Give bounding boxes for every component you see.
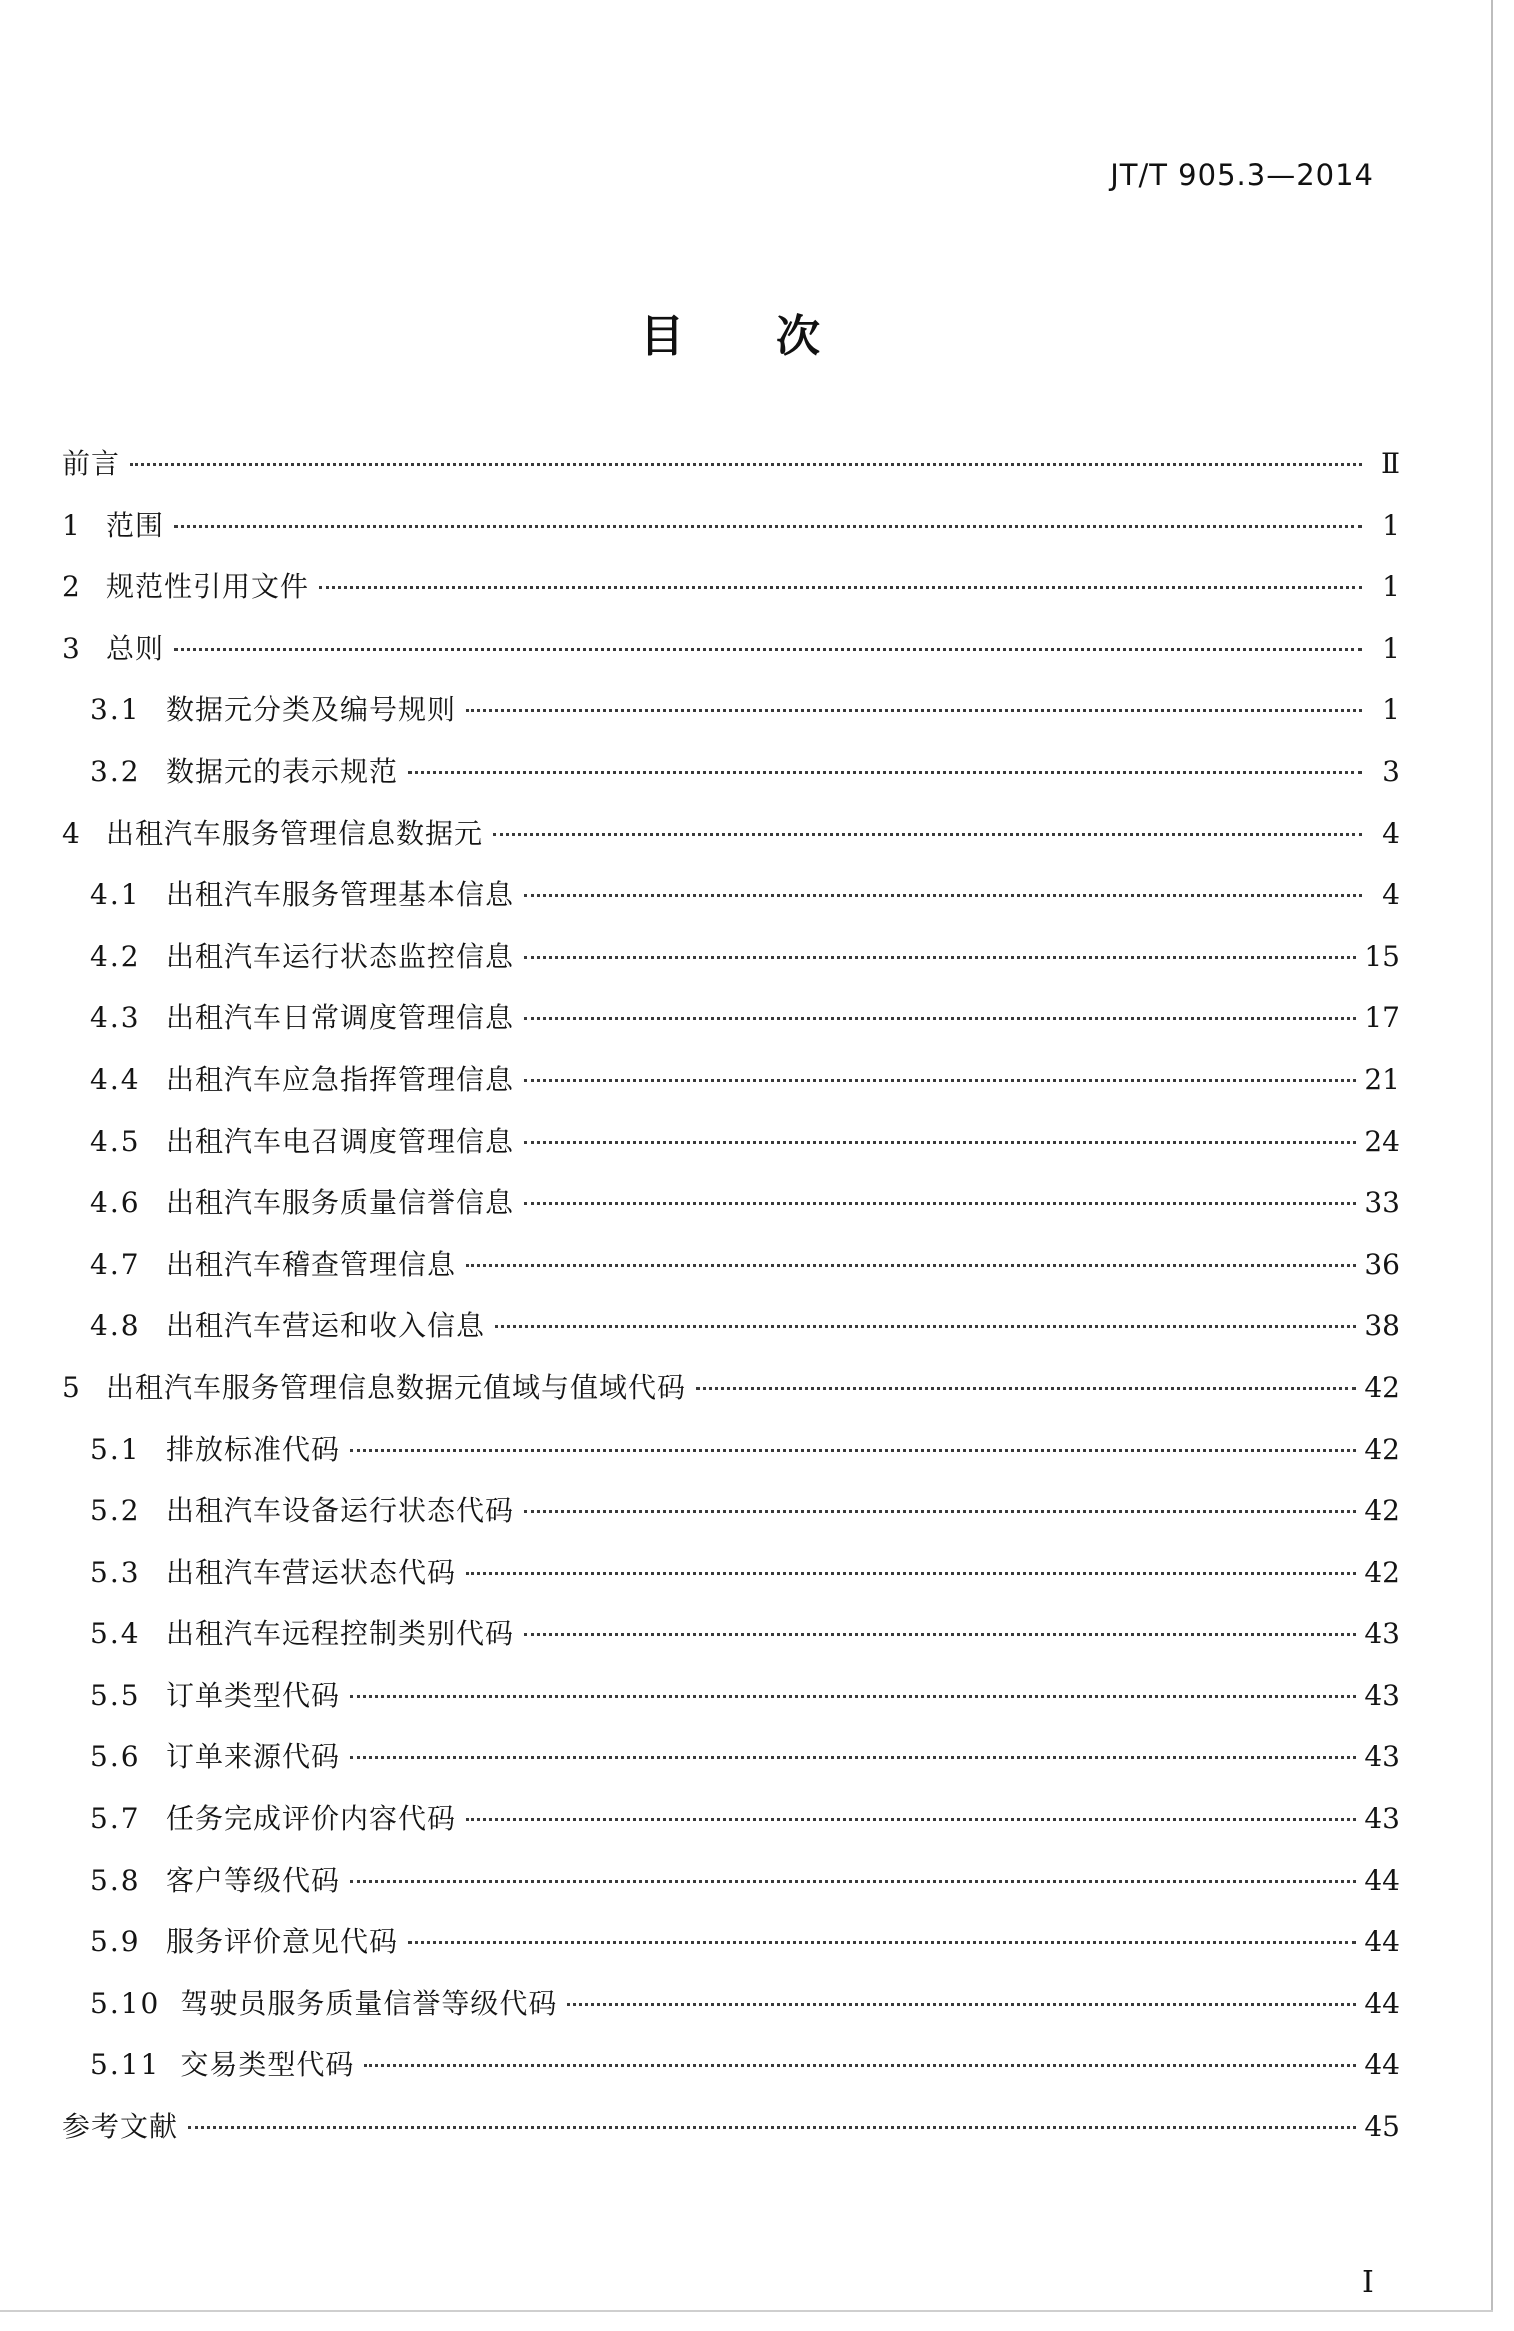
toc-entry-text: 出租汽车设备运行状态代码 bbox=[166, 1494, 515, 1528]
toc-entry-number: 5.5 bbox=[90, 1678, 141, 1712]
toc-entry-number: 5.1 bbox=[90, 1432, 141, 1466]
dot-leader bbox=[524, 1141, 1356, 1144]
toc-entry-page: 38 bbox=[1364, 1309, 1400, 1343]
toc-entry-text: 出租汽车服务管理信息数据元 bbox=[106, 816, 484, 850]
toc-entry-page: 43 bbox=[1364, 1802, 1400, 1836]
toc-entry-number: 4 bbox=[62, 816, 82, 850]
dot-leader bbox=[567, 2003, 1356, 2006]
toc-entry-number: 4.1 bbox=[90, 878, 141, 912]
toc-entry-page: 42 bbox=[1364, 1555, 1400, 1589]
table-of-contents bbox=[62, 442, 1400, 2167]
toc-entry-page: 1 bbox=[1382, 508, 1400, 542]
toc-entry-text: 参考文献 bbox=[62, 2110, 179, 2144]
toc-entry-number: 5.9 bbox=[90, 1925, 141, 1959]
toc-entry-5-1[interactable] bbox=[62, 1428, 1400, 1490]
dot-leader bbox=[188, 2126, 1356, 2129]
dot-leader bbox=[696, 1387, 1356, 1390]
dot-leader bbox=[524, 894, 1362, 897]
dot-leader bbox=[466, 1264, 1356, 1267]
toc-entry-number: 5 bbox=[62, 1370, 82, 1404]
page-bottom-edge bbox=[0, 2310, 1493, 2312]
toc-entry-5-8[interactable] bbox=[62, 1859, 1400, 1921]
toc-entry-page: 1 bbox=[1382, 631, 1400, 665]
dot-leader bbox=[364, 2064, 1356, 2067]
toc-entry-number: 4.8 bbox=[90, 1309, 141, 1343]
toc-entry-text: 范围 bbox=[106, 508, 165, 542]
toc-entry-5-11[interactable] bbox=[62, 2043, 1400, 2105]
dot-leader bbox=[524, 1510, 1356, 1513]
toc-entry-5-5[interactable] bbox=[62, 1674, 1400, 1736]
toc-entry-number: 5.6 bbox=[90, 1740, 141, 1774]
toc-entry-number: 5.2 bbox=[90, 1494, 141, 1528]
toc-entry-4-6[interactable] bbox=[62, 1181, 1400, 1243]
toc-entry-page: 45 bbox=[1364, 2110, 1400, 2144]
toc-entry-3[interactable] bbox=[62, 627, 1400, 689]
toc-entry-page: 42 bbox=[1364, 1370, 1400, 1404]
page-number: Ⅰ bbox=[1362, 2265, 1374, 2300]
standard-code: JT/T 905.3—2014 bbox=[1110, 158, 1374, 192]
toc-entry-number: 5.3 bbox=[90, 1555, 141, 1589]
toc-entry-text: 出租汽车运行状态监控信息 bbox=[166, 939, 515, 973]
dot-leader bbox=[130, 463, 1362, 466]
dot-leader bbox=[319, 586, 1362, 589]
toc-entry-number: 5.7 bbox=[90, 1802, 141, 1836]
toc-entry-4-8[interactable] bbox=[62, 1304, 1400, 1366]
dot-leader bbox=[350, 1449, 1356, 1452]
toc-entry-number: 3.2 bbox=[90, 754, 141, 788]
toc-entry-text: 出租汽车远程控制类别代码 bbox=[166, 1617, 515, 1651]
dot-leader bbox=[524, 1633, 1356, 1636]
toc-entry-5[interactable] bbox=[62, 1366, 1400, 1428]
toc-entry-5-3[interactable] bbox=[62, 1551, 1400, 1613]
toc-entry-number: 5.11 bbox=[90, 2048, 161, 2082]
toc-entry-number: 1 bbox=[62, 508, 82, 542]
toc-entry-text: 出租汽车电召调度管理信息 bbox=[166, 1124, 515, 1158]
toc-entry-text: 出租汽车应急指挥管理信息 bbox=[166, 1062, 515, 1096]
toc-entry-number: 5.4 bbox=[90, 1617, 141, 1651]
toc-entry-number: 3.1 bbox=[90, 693, 141, 727]
toc-title bbox=[640, 300, 820, 364]
toc-entry-bibliography[interactable] bbox=[62, 2105, 1400, 2167]
toc-entry-page: Ⅱ bbox=[1380, 447, 1400, 480]
dot-leader bbox=[524, 1202, 1356, 1205]
toc-entry-4-7[interactable] bbox=[62, 1243, 1400, 1305]
toc-entry-text: 数据元分类及编号规则 bbox=[166, 693, 457, 727]
toc-entry-page: 21 bbox=[1364, 1062, 1400, 1096]
toc-entry-page: 42 bbox=[1364, 1494, 1400, 1528]
toc-entry-text: 订单来源代码 bbox=[166, 1740, 341, 1774]
toc-entry-4[interactable] bbox=[62, 812, 1400, 874]
toc-entry-number: 4.2 bbox=[90, 939, 141, 973]
dot-leader bbox=[466, 1572, 1356, 1575]
toc-entry-4-4[interactable] bbox=[62, 1058, 1400, 1120]
toc-entry-number: 4.7 bbox=[90, 1247, 141, 1281]
dot-leader bbox=[350, 1695, 1356, 1698]
toc-entry-foreword[interactable] bbox=[62, 442, 1400, 504]
toc-entry-number: 4.6 bbox=[90, 1186, 141, 1220]
dot-leader bbox=[174, 525, 1362, 528]
toc-entry-text: 客户等级代码 bbox=[166, 1863, 341, 1897]
toc-entry-4-1[interactable] bbox=[62, 873, 1400, 935]
toc-entry-number: 4.4 bbox=[90, 1062, 141, 1096]
toc-entry-text: 出租汽车服务管理信息数据元值域与值域代码 bbox=[106, 1370, 687, 1404]
toc-entry-5-2[interactable] bbox=[62, 1489, 1400, 1551]
toc-entry-4-5[interactable] bbox=[62, 1120, 1400, 1182]
toc-entry-text: 订单类型代码 bbox=[166, 1678, 341, 1712]
toc-entry-4-2[interactable] bbox=[62, 935, 1400, 997]
toc-entry-text: 规范性引用文件 bbox=[106, 570, 310, 604]
dot-leader bbox=[408, 1941, 1356, 1944]
toc-entry-page: 15 bbox=[1364, 939, 1400, 973]
toc-entry-5-10[interactable] bbox=[62, 1982, 1400, 2044]
toc-entry-5-7[interactable] bbox=[62, 1797, 1400, 1859]
toc-entry-text: 驾驶员服务质量信誉等级代码 bbox=[180, 1986, 558, 2020]
toc-entry-number: 4.5 bbox=[90, 1124, 141, 1158]
toc-entry-number: 4.3 bbox=[90, 1001, 141, 1035]
toc-entry-page: 4 bbox=[1382, 816, 1400, 850]
toc-entry-number: 5.10 bbox=[90, 1986, 161, 2020]
toc-entry-page: 44 bbox=[1364, 2048, 1400, 2082]
toc-entry-2[interactable] bbox=[62, 565, 1400, 627]
toc-entry-text: 前言 bbox=[62, 447, 121, 480]
toc-entry-5-4[interactable] bbox=[62, 1612, 1400, 1674]
toc-entry-3-1[interactable] bbox=[62, 688, 1400, 750]
dot-leader bbox=[493, 833, 1362, 836]
toc-entry-page: 44 bbox=[1364, 1863, 1400, 1897]
toc-entry-page: 36 bbox=[1364, 1247, 1400, 1281]
toc-entry-5-9[interactable] bbox=[62, 1920, 1400, 1982]
dot-leader bbox=[524, 1017, 1356, 1020]
toc-entry-text: 出租汽车日常调度管理信息 bbox=[166, 1001, 515, 1035]
toc-entry-page: 43 bbox=[1364, 1740, 1400, 1774]
toc-title-char-2: 次 bbox=[776, 311, 820, 362]
toc-entry-page: 24 bbox=[1364, 1124, 1400, 1158]
toc-entry-text: 交易类型代码 bbox=[180, 2048, 355, 2082]
toc-entry-text: 总则 bbox=[106, 631, 165, 665]
toc-entry-4-3[interactable] bbox=[62, 996, 1400, 1058]
dot-leader bbox=[495, 1325, 1356, 1328]
toc-entry-3-2[interactable] bbox=[62, 750, 1400, 812]
dot-leader bbox=[524, 956, 1356, 959]
dot-leader bbox=[350, 1880, 1356, 1883]
toc-entry-text: 服务评价意见代码 bbox=[166, 1925, 399, 1959]
toc-entry-5-6[interactable] bbox=[62, 1735, 1400, 1797]
toc-entry-text: 出租汽车营运状态代码 bbox=[166, 1555, 457, 1589]
toc-entry-text: 出租汽车服务质量信誉信息 bbox=[166, 1186, 515, 1220]
toc-entry-page: 44 bbox=[1364, 1986, 1400, 2020]
dot-leader bbox=[174, 648, 1362, 651]
dot-leader bbox=[408, 771, 1362, 774]
dot-leader bbox=[466, 709, 1362, 712]
toc-entry-text: 任务完成评价内容代码 bbox=[166, 1802, 457, 1836]
dot-leader bbox=[350, 1756, 1356, 1759]
toc-entry-text: 数据元的表示规范 bbox=[166, 754, 399, 788]
toc-entry-page: 4 bbox=[1382, 878, 1400, 912]
page-right-edge bbox=[1491, 0, 1493, 2312]
toc-entry-page: 1 bbox=[1382, 693, 1400, 727]
toc-entry-page: 43 bbox=[1364, 1617, 1400, 1651]
toc-entry-number: 2 bbox=[62, 570, 82, 604]
toc-entry-text: 排放标准代码 bbox=[166, 1432, 341, 1466]
toc-entry-text: 出租汽车稽查管理信息 bbox=[166, 1247, 457, 1281]
toc-entry-page: 43 bbox=[1364, 1678, 1400, 1712]
toc-entry-page: 1 bbox=[1382, 570, 1400, 604]
toc-entry-page: 42 bbox=[1364, 1432, 1400, 1466]
toc-entry-page: 3 bbox=[1382, 754, 1400, 788]
toc-title-char-1: 目 bbox=[640, 311, 684, 362]
toc-entry-page: 33 bbox=[1364, 1186, 1400, 1220]
dot-leader bbox=[524, 1079, 1356, 1082]
toc-entry-number: 3 bbox=[62, 631, 82, 665]
toc-entry-text: 出租汽车营运和收入信息 bbox=[166, 1309, 486, 1343]
toc-entry-1[interactable] bbox=[62, 504, 1400, 566]
toc-entry-page: 44 bbox=[1364, 1925, 1400, 1959]
dot-leader bbox=[466, 1818, 1356, 1821]
toc-entry-number: 5.8 bbox=[90, 1863, 141, 1897]
toc-entry-text: 出租汽车服务管理基本信息 bbox=[166, 878, 515, 912]
toc-entry-page: 17 bbox=[1364, 1001, 1400, 1035]
